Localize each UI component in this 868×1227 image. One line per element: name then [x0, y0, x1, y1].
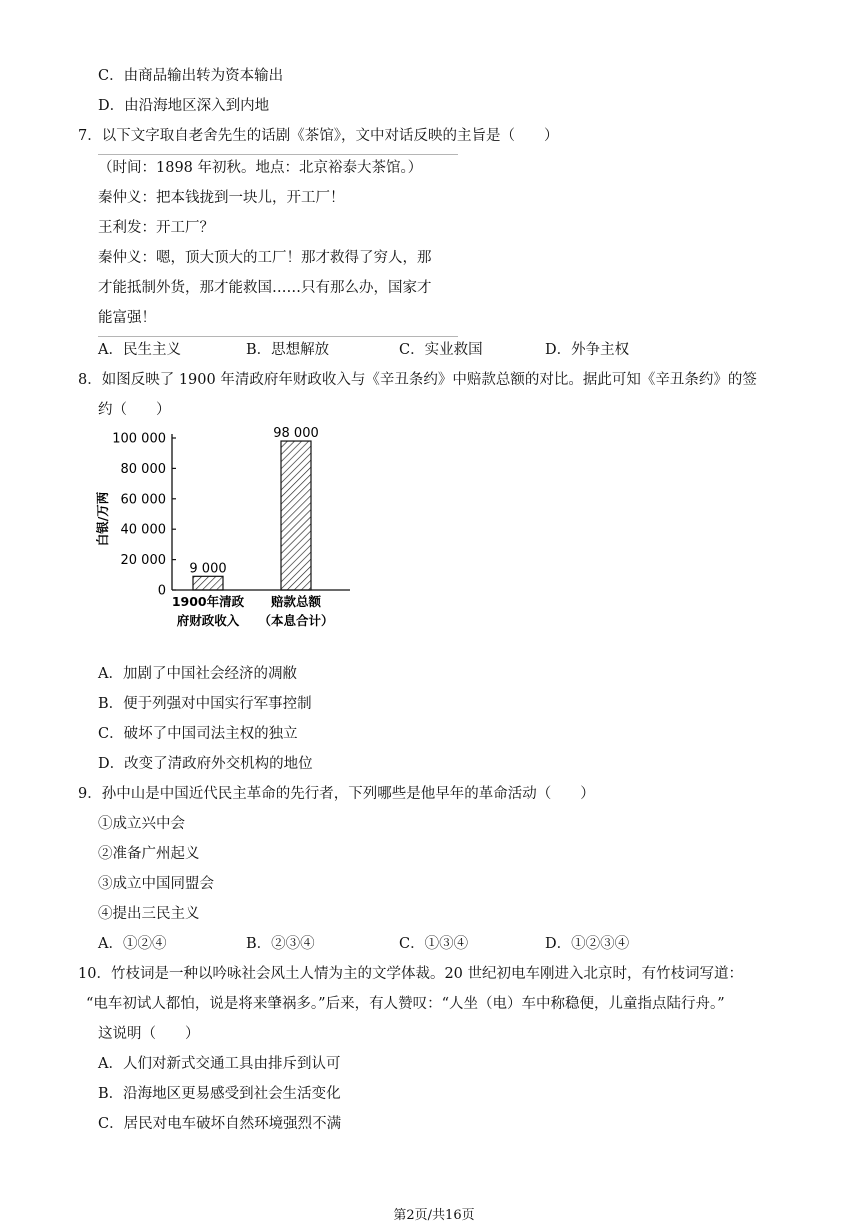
- q9-option-d: D．①②③④: [545, 936, 630, 952]
- q8-stem: 8．如图反映了 1900 年清政府年财政收入与《辛丑条约》中赔款总额的对比。据此可知《辛丑条约》的签: [78, 372, 757, 388]
- y-tick-label: 100 000: [112, 431, 166, 447]
- q10-option-b: B．沿海地区更易感受到社会生活变化: [98, 1086, 341, 1102]
- q7-option-b: B．思想解放: [246, 342, 330, 358]
- q6-option-c: C．由商品输出转为资本输出: [98, 68, 284, 84]
- q7-option-a: A．民生主义: [98, 342, 181, 358]
- q7-dialog-line: 王利发：开工厂？: [98, 220, 214, 236]
- category-label: 1900年清政: [171, 594, 245, 609]
- q9-item: ②准备广州起义: [98, 846, 200, 862]
- page-footer: 第2页/共16页: [393, 1208, 475, 1223]
- q7-dialog-top-rule: [98, 154, 458, 155]
- q9-option-c: C．①③④: [399, 936, 469, 952]
- q6-option-d: D．由沿海地区深入到内地: [98, 98, 270, 114]
- q9-stem: 9．孙中山是中国近代民主革命的先行者，下列哪些是他早年的革命活动（ ）: [78, 786, 595, 802]
- q8-option-c: C．破坏了中国司法主权的独立: [98, 726, 298, 742]
- bar-value-label: 98 000: [273, 426, 319, 442]
- q9-options: [98, 934, 698, 954]
- y-tick-label: 0: [157, 583, 166, 599]
- q7-stem: 7．以下文字取自老舍先生的话剧《茶馆》，文中对话反映的主旨是（ ）: [78, 128, 559, 144]
- q8-option-a: A．加剧了中国社会经济的凋敝: [98, 666, 297, 682]
- q8-option-d: D．改变了清政府外交机构的地位: [98, 756, 313, 772]
- category-label: 赔款总额: [270, 594, 322, 609]
- q9-item: ①成立兴中会: [98, 816, 185, 832]
- y-axis-label: 白银/万两: [95, 491, 110, 547]
- q8-bar-chart: [92, 424, 362, 632]
- q7-dialog-line: （时间：1898 年初秋。地点：北京裕泰大茶馆。）: [98, 160, 423, 176]
- q10-option-c: C．居民对电车破坏自然环境强烈不满: [98, 1116, 342, 1132]
- q8-option-b: B．便于列强对中国实行军事控制: [98, 696, 312, 712]
- q7-dialog-line: 秦仲义：嗯，顶大顶大的工厂！那才救得了穷人，那: [98, 250, 432, 266]
- bar: [193, 576, 223, 590]
- q10-option-a: A．人们对新式交通工具由排斥到认可: [98, 1056, 341, 1072]
- q10-stem-cont: “电车初试人都怕，说是将来肇祸多。”后来，有人赞叹：“人坐（电）车中称稳便，儿童指点陆行舟。”: [86, 996, 725, 1012]
- q7-dialog-bottom-rule: [98, 336, 458, 337]
- q10-stem: 10．竹枝词是一种以吟咏社会风土人情为主的文学体裁。20 世纪初电车刚进入北京时，有竹枝词写道：: [78, 966, 744, 982]
- bar-value-label: 9 000: [189, 561, 227, 577]
- bar: [281, 441, 311, 590]
- q10-stem-cont: 这说明（ ）: [98, 1026, 200, 1042]
- q7-option-c: C．实业救国: [399, 342, 483, 358]
- category-label: 府财政收入: [176, 613, 240, 628]
- y-tick-label: 20 000: [120, 553, 166, 569]
- q9-item: ④提出三民主义: [98, 906, 200, 922]
- q7-dialog-line: 才能抵制外货，那才能救国……只有那么办，国家才: [98, 280, 432, 296]
- q9-option-a: A．①②④: [98, 936, 167, 952]
- q7-options: [98, 340, 698, 360]
- q7-option-d: D．外争主权: [545, 342, 630, 358]
- y-tick-label: 40 000: [120, 522, 166, 538]
- q9-option-b: B．②③④: [246, 936, 315, 952]
- category-label: （本息合计）: [258, 613, 334, 628]
- y-tick-label: 60 000: [120, 492, 166, 508]
- q7-dialog-line: 秦仲义：把本钱拢到一块儿，开工厂！: [98, 190, 345, 206]
- q9-item: ③成立中国同盟会: [98, 876, 214, 892]
- q8-stem-cont: 约（ ）: [98, 402, 171, 418]
- q7-dialog-line: 能富强！: [98, 310, 156, 326]
- y-tick-label: 80 000: [120, 461, 166, 477]
